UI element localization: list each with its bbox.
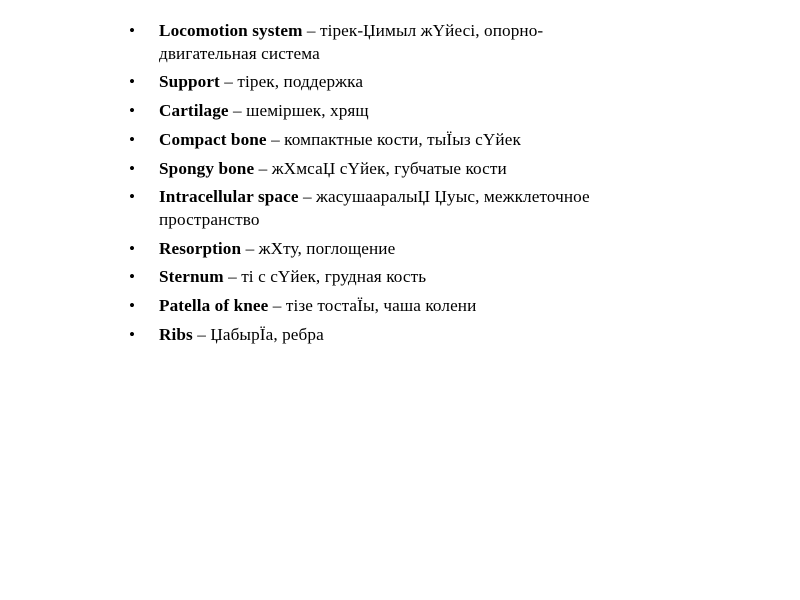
bullet-icon: • bbox=[129, 267, 136, 287]
separator-label: – bbox=[241, 238, 259, 258]
glossary-bullet-list bbox=[120, 20, 640, 346]
translation-label: жасушааралыЏ Џуыс, межклеточное пространство bbox=[159, 187, 590, 229]
bullet-icon: • bbox=[129, 72, 136, 92]
separator-label: – bbox=[266, 129, 285, 149]
term-label: Sternum bbox=[159, 267, 224, 287]
list-item bbox=[120, 238, 640, 261]
bullet-icon: • bbox=[129, 21, 136, 40]
bullet-icon: • bbox=[129, 238, 136, 258]
term-label: Compact bone bbox=[159, 129, 267, 149]
translation-label: тірек, поддержка bbox=[237, 72, 364, 92]
translation-label: тірек-Џимыл жҮйесі, опорно-двигательная система bbox=[159, 21, 544, 63]
translation-label: компактные кости, тыЇыз сҮйек bbox=[284, 129, 521, 149]
separator-label: – bbox=[223, 267, 242, 287]
bullet-icon: • bbox=[129, 187, 136, 207]
translation-label: ті с сҮйек, грудная кость bbox=[241, 267, 427, 287]
list-item bbox=[120, 20, 640, 65]
list-item bbox=[120, 158, 640, 181]
term-label: Ribs bbox=[159, 324, 193, 344]
translation-label: ЏабырЇа, ребра bbox=[210, 324, 324, 344]
bullet-icon: • bbox=[129, 158, 136, 178]
separator-label: – bbox=[254, 158, 272, 178]
bullet-icon: • bbox=[129, 129, 136, 149]
list-item bbox=[120, 295, 640, 318]
term-label: Spongy bone bbox=[159, 158, 255, 178]
separator-label: – bbox=[192, 324, 211, 344]
term-label: Cartilage bbox=[159, 101, 229, 121]
list-item bbox=[120, 71, 640, 94]
translation-label: жХмсаЏ сҮйек, губчатые кости bbox=[271, 158, 507, 178]
term-label: Resorption bbox=[159, 238, 242, 258]
term-label: Locomotion system bbox=[159, 21, 303, 40]
list-item bbox=[120, 129, 640, 152]
separator-label: – bbox=[228, 101, 247, 121]
term-label: Patella of knee bbox=[159, 296, 269, 316]
list-item bbox=[120, 100, 640, 123]
bullet-icon: • bbox=[129, 296, 136, 316]
separator-label: – bbox=[219, 72, 238, 92]
separator-label: – bbox=[268, 296, 286, 316]
list-item bbox=[120, 186, 640, 231]
translation-label: шеміршек, хрящ bbox=[246, 101, 369, 121]
bullet-icon: • bbox=[129, 101, 136, 121]
list-item bbox=[120, 266, 640, 289]
list-item bbox=[120, 324, 640, 347]
translation-label: жХту, поглощение bbox=[258, 238, 396, 258]
term-label: Support bbox=[159, 72, 220, 92]
separator-label: – bbox=[298, 187, 317, 207]
translation-label: тізе тостаЇы, чаша колени bbox=[285, 296, 477, 316]
bullet-icon: • bbox=[129, 324, 136, 344]
term-label: Intracellular space bbox=[159, 187, 299, 207]
separator-label: – bbox=[302, 21, 320, 40]
